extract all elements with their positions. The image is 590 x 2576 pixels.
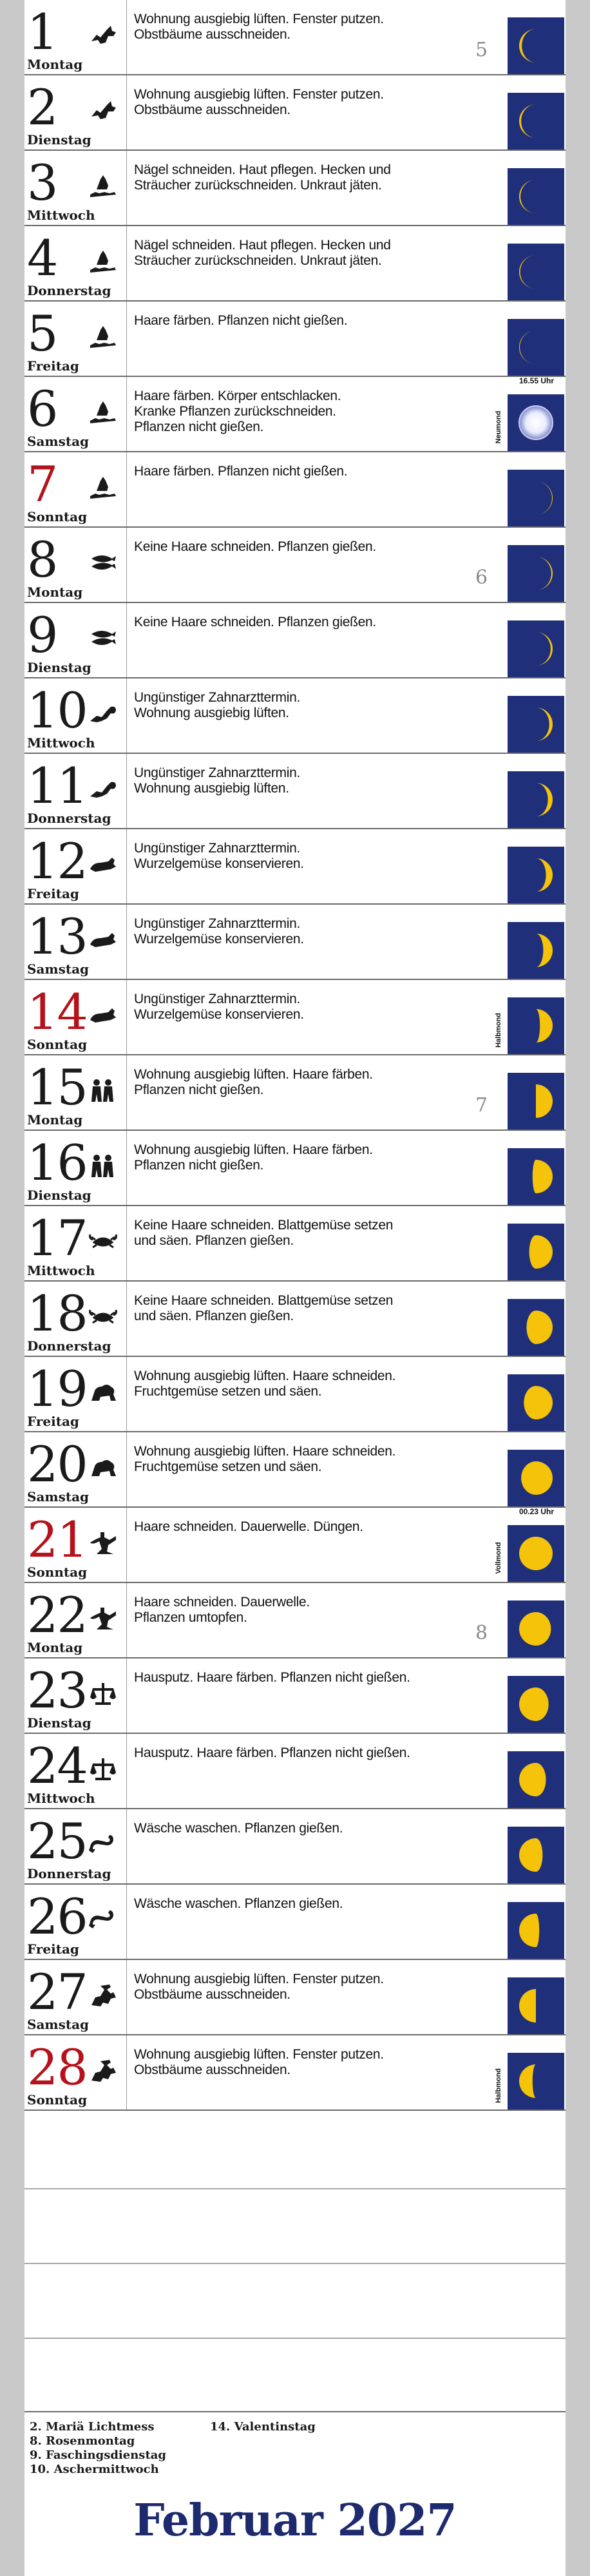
- column-divider: [126, 603, 127, 677]
- note-line: Wohnung ausgiebig lüften.: [134, 706, 289, 720]
- aries-icon: [88, 700, 119, 726]
- note-line: Pflanzen nicht gießen.: [134, 1082, 264, 1097]
- weekday-label: Freitag: [27, 1414, 79, 1429]
- column-divider: [126, 678, 127, 753]
- weekday-label: Mittwoch: [27, 207, 95, 223]
- day-number: 11: [27, 757, 87, 814]
- day-note: [134, 1745, 482, 1761]
- week-number: 6: [475, 566, 488, 589]
- column-divider: [126, 980, 127, 1054]
- note-line: Ungünstiger Zahnarzttermin.: [134, 916, 301, 931]
- day-row: [24, 377, 566, 452]
- column-divider: [126, 1809, 127, 1883]
- moon-phase-icon: [508, 1525, 564, 1582]
- weekday-label: Mittwoch: [27, 735, 95, 751]
- holiday-entry: 8. Rosenmontag: [30, 2434, 135, 2448]
- moon-phase-text: Vollmond: [495, 1542, 502, 1574]
- note-line: Ungünstiger Zahnarzttermin.: [134, 690, 301, 705]
- sagittarius-icon: [88, 2057, 119, 2083]
- day-row: [24, 528, 566, 603]
- day-note: [134, 1293, 482, 1324]
- column-divider: [126, 1206, 127, 1280]
- column-divider: [126, 1508, 127, 1582]
- moon-phase-icon: [508, 545, 564, 602]
- column-divider: [126, 0, 127, 74]
- note-line: Wohnung ausgiebig lüften. Fenster putzen.: [134, 2047, 384, 2062]
- holiday-entry: 9. Faschingsdienstag: [30, 2448, 167, 2462]
- moon-phase-icon: [508, 17, 564, 74]
- holiday-list: [30, 2420, 390, 2491]
- day-note: [134, 539, 482, 555]
- note-line: Pflanzen nicht gießen.: [134, 419, 264, 434]
- blank-line: [24, 2338, 566, 2339]
- moon-phase-icon: [508, 1299, 564, 1356]
- aquarius-icon: [88, 323, 119, 349]
- virgo-icon: [88, 1530, 119, 1555]
- day-row: [24, 1734, 566, 1809]
- weekday-label: Montag: [27, 1112, 83, 1128]
- weekday-label: Freitag: [27, 358, 79, 374]
- sagittarius-icon: [88, 1982, 119, 2008]
- day-number: 26: [27, 1888, 87, 1945]
- day-note: [134, 1218, 482, 1249]
- note-line: Pflanzen nicht gießen.: [134, 1158, 264, 1173]
- moon-phase-icon: [508, 2053, 564, 2110]
- moon-phase-icon: [508, 997, 564, 1054]
- weekday-label: Dienstag: [27, 132, 91, 148]
- moon-phase-icon: [508, 168, 564, 225]
- note-line: Ungünstiger Zahnarzttermin.: [134, 992, 301, 1006]
- day-row: [24, 1131, 566, 1206]
- weekday-label: Mittwoch: [27, 1263, 95, 1278]
- weekday-label: Freitag: [27, 1941, 79, 1957]
- note-line: Keine Haare schneiden. Blattgemüse setzen: [134, 1293, 394, 1308]
- note-line: Haare färben. Körper entschlacken.: [134, 389, 341, 403]
- note-line: Wäsche waschen. Pflanzen gießen.: [134, 1821, 343, 1836]
- moon-phase-icon: [508, 319, 564, 376]
- column-divider: [126, 75, 127, 149]
- day-row: [24, 1885, 566, 1960]
- capricorn-icon: [88, 22, 119, 48]
- day-number: 10: [27, 682, 87, 739]
- virgo-icon: [88, 1605, 119, 1631]
- libra-icon: [88, 1680, 119, 1706]
- day-note: [134, 1369, 482, 1399]
- day-note: [134, 2047, 482, 2078]
- day-number: 20: [27, 1436, 87, 1493]
- gemini-icon: [88, 1077, 119, 1103]
- moon-phase-icon: [508, 1676, 564, 1733]
- aquarius-icon: [88, 173, 119, 198]
- day-row: [24, 1809, 566, 1885]
- day-number: 16: [27, 1134, 87, 1191]
- day-row: [24, 1960, 566, 2035]
- weekday-label: Donnerstag: [27, 1338, 111, 1354]
- weekday-label: Donnerstag: [27, 283, 111, 298]
- day-note: [134, 1067, 482, 1098]
- note-line: Haare färben. Pflanzen nicht gießen.: [134, 464, 348, 479]
- note-line: Nägel schneiden. Haut pflegen. Hecken und: [134, 238, 391, 253]
- moon-phase-icon: [508, 1450, 564, 1506]
- column-divider: [126, 1583, 127, 1657]
- moon-phase-text: Halbmond: [495, 1013, 502, 1048]
- holiday-entry: 10. Aschermittwoch: [30, 2463, 159, 2476]
- moon-phase-text: Neumond: [495, 410, 502, 444]
- moon-phase-icon: [508, 1224, 564, 1280]
- day-number: 6: [27, 380, 57, 437]
- weekday-label: Sonntag: [27, 509, 88, 524]
- moon-phase-icon: [508, 93, 564, 149]
- moon-time: 00.23 Uhr: [519, 1507, 555, 1516]
- note-line: und säen. Pflanzen gießen.: [134, 1309, 294, 1323]
- day-number: 7: [27, 456, 57, 513]
- note-line: Kranke Pflanzen zurückschneiden.: [134, 404, 336, 419]
- day-number: 9: [27, 606, 57, 664]
- weekday-label: Mittwoch: [27, 1791, 95, 1806]
- weekday-label: Donnerstag: [27, 1866, 111, 1881]
- day-number: 1: [27, 3, 57, 61]
- note-line: Obstbäume ausschneiden.: [134, 2062, 290, 2077]
- moon-phase-icon: [508, 1148, 564, 1205]
- blank-line: [24, 2263, 566, 2264]
- column-divider: [126, 226, 127, 300]
- moon-time: 16.55 Uhr: [519, 376, 555, 385]
- note-line: Ungünstiger Zahnarzttermin.: [134, 765, 301, 780]
- day-number: 8: [27, 531, 57, 588]
- column-divider: [126, 905, 127, 979]
- day-number: 13: [27, 908, 87, 965]
- weekday-label: Montag: [27, 584, 83, 600]
- day-row: [24, 226, 566, 302]
- week-number: 5: [475, 39, 488, 61]
- weekday-label: Montag: [27, 57, 83, 72]
- weekday-label: Dienstag: [27, 1187, 91, 1203]
- note-line: Haare färben. Pflanzen nicht gießen.: [134, 313, 348, 328]
- day-number: 18: [27, 1285, 87, 1342]
- weekday-label: Dienstag: [27, 1715, 91, 1731]
- leo-icon: [88, 1379, 119, 1405]
- day-row: [24, 1583, 566, 1658]
- note-line: Wohnung ausgiebig lüften. Haare schneiden.: [134, 1444, 396, 1459]
- day-row: [24, 1432, 566, 1508]
- day-number: 21: [27, 1511, 87, 1568]
- note-line: Keine Haare schneiden. Pflanzen gießen.: [134, 615, 376, 630]
- aries-icon: [88, 776, 119, 802]
- column-divider: [126, 151, 127, 225]
- day-note: [134, 841, 482, 872]
- moon-phase-icon: [508, 1751, 564, 1808]
- day-row: [24, 980, 566, 1055]
- day-row: [24, 0, 566, 75]
- note-line: Keine Haare schneiden. Pflanzen gießen.: [134, 539, 376, 554]
- weekday-label: Montag: [27, 1640, 83, 1655]
- day-row: [24, 754, 566, 829]
- holiday-entry: 14. Valentinstag: [210, 2420, 316, 2434]
- column-divider: [126, 754, 127, 828]
- note-line: Sträucher zurückschneiden. Unkraut jäten.: [134, 253, 382, 268]
- note-line: Obstbäume ausschneiden.: [134, 102, 290, 117]
- note-line: Wurzelgemüse konservieren.: [134, 932, 304, 947]
- day-row: [24, 302, 566, 377]
- taurus-icon: [88, 927, 119, 952]
- day-number: 17: [27, 1209, 87, 1267]
- weekday-label: Sonntag: [27, 1564, 88, 1580]
- day-row: [24, 151, 566, 226]
- moon-phase-icon: [508, 470, 564, 526]
- weekday-label: Samstag: [27, 2017, 90, 2032]
- moon-phase-icon: [508, 847, 564, 903]
- holidays-divider: [24, 2411, 566, 2412]
- column-divider: [126, 1960, 127, 2034]
- day-note: [134, 615, 482, 630]
- day-number: 25: [27, 1812, 87, 1870]
- cancer-icon: [88, 1303, 119, 1329]
- moon-phase-icon: [508, 1073, 564, 1129]
- day-row: [24, 2035, 566, 2111]
- day-row: [24, 1055, 566, 1131]
- day-note: [134, 992, 482, 1023]
- note-line: Haare schneiden. Dauerwelle. Düngen.: [134, 1519, 363, 1534]
- note-line: Wohnung ausgiebig lüften. Fenster putzen.: [134, 12, 384, 26]
- day-note: [134, 1595, 482, 1626]
- weekday-label: Samstag: [27, 1489, 90, 1504]
- note-line: Nägel schneiden. Haut pflegen. Hecken und: [134, 162, 391, 177]
- day-row: [24, 678, 566, 754]
- gemini-icon: [88, 1153, 119, 1178]
- day-note: [134, 1444, 482, 1475]
- note-line: und säen. Pflanzen gießen.: [134, 1233, 294, 1248]
- day-note: [134, 765, 482, 796]
- note-line: Wohnung ausgiebig lüften. Haare färben.: [134, 1142, 373, 1157]
- weekday-label: Donnerstag: [27, 811, 111, 826]
- note-line: Fruchtgemüse setzen und säen.: [134, 1384, 322, 1399]
- day-note: [134, 1972, 482, 2003]
- day-note: [134, 1821, 482, 1836]
- day-note: [134, 162, 482, 193]
- day-number: 15: [27, 1059, 87, 1116]
- moon-phase-icon: [508, 394, 564, 451]
- day-number: 28: [27, 2039, 87, 2096]
- column-divider: [126, 377, 127, 451]
- column-divider: [126, 1885, 127, 1959]
- day-row: [24, 75, 566, 151]
- moon-phase-icon: [508, 1600, 564, 1657]
- pisces-icon: [88, 550, 119, 575]
- week-number: 7: [475, 1094, 488, 1117]
- moon-phase-icon: [508, 696, 564, 753]
- note-line: Ungünstiger Zahnarzttermin.: [134, 841, 301, 856]
- weekday-label: Sonntag: [27, 1037, 88, 1052]
- moon-phase-icon: [508, 1902, 564, 1959]
- aquarius-icon: [88, 399, 119, 425]
- day-number: 5: [27, 305, 57, 362]
- day-note: [134, 690, 482, 721]
- moon-phase-icon: [508, 922, 564, 979]
- column-divider: [126, 528, 127, 602]
- month-title: Februar 2027: [133, 2495, 457, 2546]
- calendar-page: [24, 0, 566, 2576]
- moon-phase-icon: [508, 244, 564, 300]
- day-number: 4: [27, 229, 57, 287]
- note-line: Wäsche waschen. Pflanzen gießen.: [134, 1896, 343, 1911]
- column-divider: [126, 1357, 127, 1431]
- note-line: Fruchtgemüse setzen und säen.: [134, 1459, 322, 1474]
- moon-phase-icon: [508, 1977, 564, 2034]
- day-note: [134, 87, 482, 118]
- note-line: Obstbäume ausschneiden.: [134, 1987, 290, 2002]
- day-note: [134, 464, 482, 479]
- column-divider: [126, 2035, 127, 2110]
- note-line: Wohnung ausgiebig lüften. Fenster putzen.: [134, 87, 384, 102]
- note-line: Wurzelgemüse konservieren.: [134, 856, 304, 871]
- column-divider: [126, 452, 127, 526]
- note-line: Hausputz. Haare färben. Pflanzen nicht gießen.: [134, 1670, 410, 1685]
- scorpio-icon: [88, 1907, 119, 1932]
- scorpio-icon: [88, 1831, 119, 1857]
- day-number: 14: [27, 983, 87, 1041]
- column-divider: [126, 1131, 127, 1205]
- pisces-icon: [88, 625, 119, 651]
- day-note: [134, 1670, 482, 1686]
- moon-phase-text: Halbmond: [495, 2068, 502, 2103]
- day-number: 22: [27, 1586, 87, 1644]
- day-row: [24, 1658, 566, 1734]
- column-divider: [126, 1055, 127, 1129]
- moon-phase-icon: [508, 1374, 564, 1431]
- weekday-label: Dienstag: [27, 660, 91, 675]
- day-number: 24: [27, 1737, 87, 1794]
- column-divider: [126, 302, 127, 376]
- column-divider: [126, 1658, 127, 1733]
- day-number: 23: [27, 1662, 87, 1719]
- note-line: Pflanzen umtopfen.: [134, 1610, 247, 1625]
- note-line: Wohnung ausgiebig lüften. Haare färben.: [134, 1067, 373, 1082]
- day-note: [134, 313, 482, 329]
- note-line: Wohnung ausgiebig lüften.: [134, 781, 289, 796]
- taurus-icon: [88, 851, 119, 877]
- moon-phase-icon: [508, 1827, 564, 1883]
- aquarius-icon: [88, 474, 119, 500]
- day-note: [134, 1896, 482, 1912]
- weekday-label: Freitag: [27, 886, 79, 901]
- column-divider: [126, 1432, 127, 1506]
- note-line: Obstbäume ausschneiden.: [134, 27, 290, 42]
- taurus-icon: [88, 1002, 119, 1028]
- note-line: Sträucher zurückschneiden. Unkraut jäten.: [134, 178, 382, 193]
- day-number: 3: [27, 154, 57, 211]
- day-row: [24, 603, 566, 678]
- note-line: Wurzelgemüse konservieren.: [134, 1007, 304, 1022]
- day-note: [134, 238, 482, 269]
- libra-icon: [88, 1756, 119, 1782]
- capricorn-icon: [88, 97, 119, 123]
- blank-line: [24, 2188, 566, 2189]
- day-row: [24, 1206, 566, 1282]
- day-number: 2: [27, 79, 57, 136]
- note-line: Wohnung ausgiebig lüften. Haare schneiden.: [134, 1369, 396, 1383]
- cancer-icon: [88, 1228, 119, 1254]
- moon-phase-icon: [508, 620, 564, 677]
- day-row: [24, 1508, 566, 1583]
- weekday-label: Samstag: [27, 434, 90, 449]
- day-row: [24, 905, 566, 980]
- weekday-label: Sonntag: [27, 2092, 88, 2108]
- row-separator: [24, 2110, 566, 2111]
- day-note: [134, 389, 482, 435]
- day-row: [24, 452, 566, 528]
- moon-phase-icon: [508, 771, 564, 828]
- note-line: Wohnung ausgiebig lüften. Fenster putzen.: [134, 1972, 384, 1986]
- note-line: Keine Haare schneiden. Blattgemüse setzen: [134, 1218, 394, 1233]
- note-line: Hausputz. Haare färben. Pflanzen nicht gießen.: [134, 1745, 410, 1760]
- day-note: [134, 1519, 482, 1535]
- day-number: 12: [27, 832, 87, 890]
- note-line: Haare schneiden. Dauerwelle.: [134, 1595, 310, 1610]
- day-note: [134, 1142, 482, 1173]
- aquarius-icon: [88, 248, 119, 274]
- weekday-label: Samstag: [27, 961, 90, 977]
- day-note: [134, 12, 482, 43]
- day-note: [134, 916, 482, 947]
- day-row: [24, 1282, 566, 1357]
- column-divider: [126, 1282, 127, 1356]
- day-row: [24, 829, 566, 905]
- holiday-entry: 2. Mariä Lichtmess: [30, 2420, 155, 2434]
- day-number: 27: [27, 1963, 87, 2021]
- leo-icon: [88, 1454, 119, 1480]
- column-divider: [126, 829, 127, 903]
- day-number: 19: [27, 1360, 87, 1418]
- column-divider: [126, 1734, 127, 1808]
- week-number: 8: [475, 1622, 488, 1644]
- day-row: [24, 1357, 566, 1432]
